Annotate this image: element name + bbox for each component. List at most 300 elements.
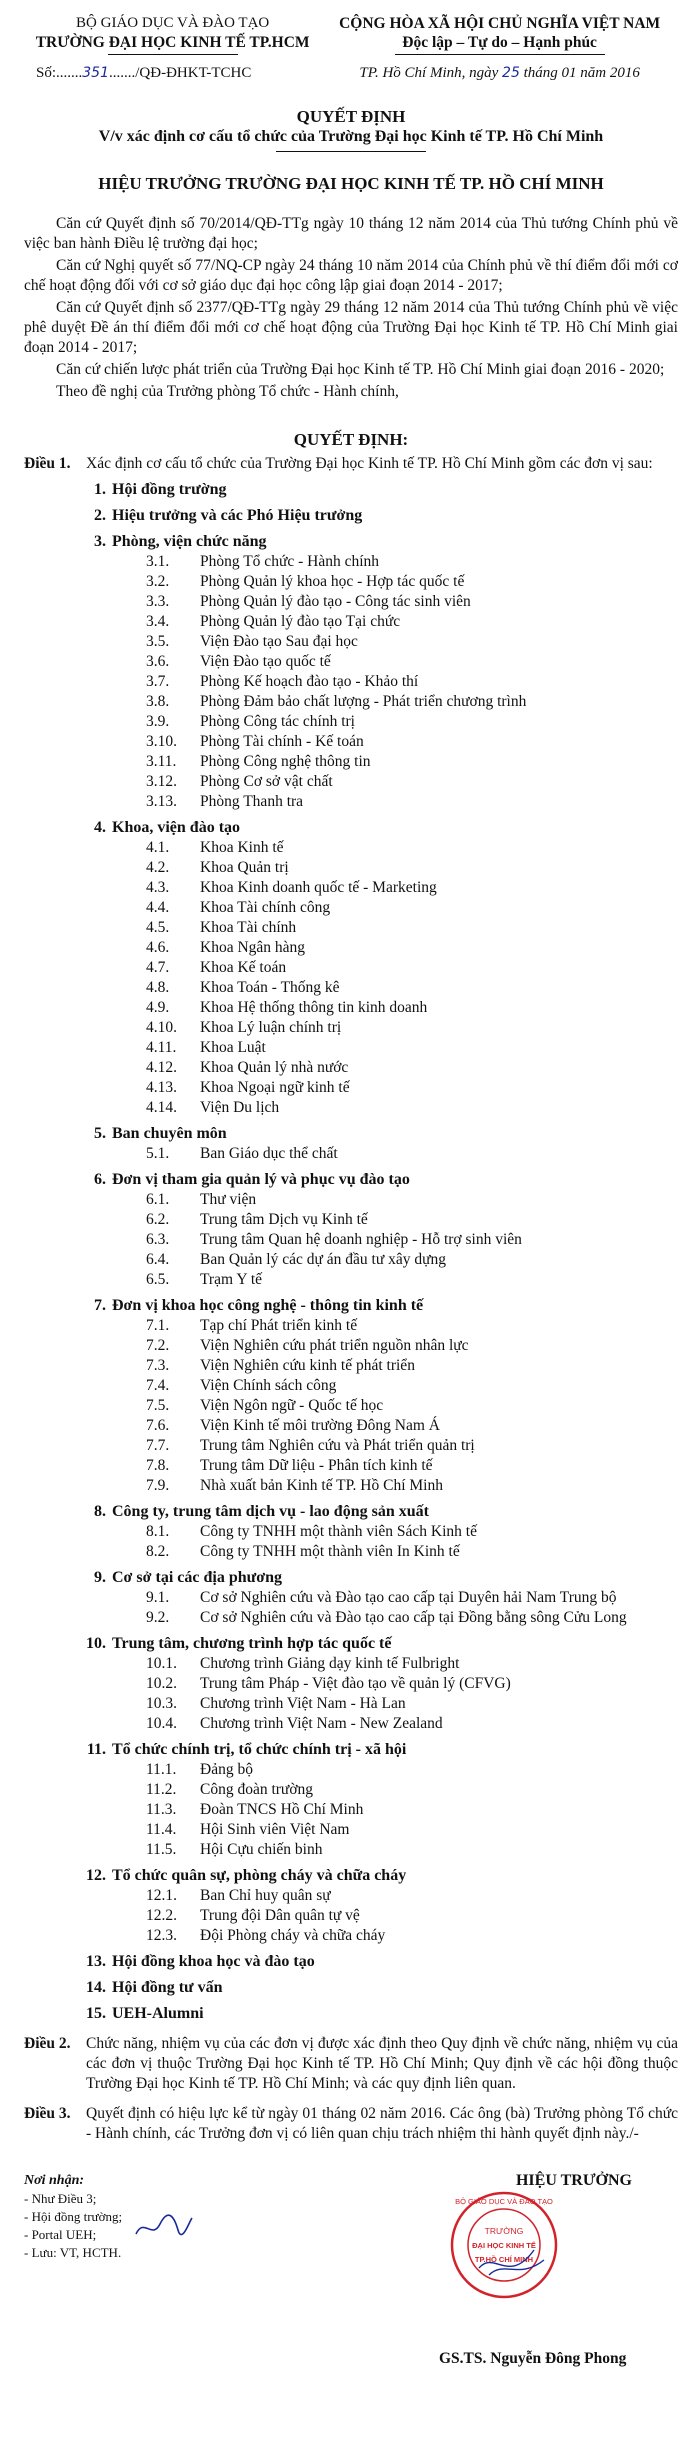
unit-item [146, 1144, 678, 1164]
signature-area [24, 2172, 678, 2372]
unit-item-label: Phòng Thanh tra [200, 793, 304, 810]
seal-ring-text: BỘ GIÁO DỤC VÀ ĐÀO TẠO [455, 2197, 553, 2206]
unit-item-label: Ban Giáo dục thể chất [200, 1145, 338, 1162]
unit-group [86, 1170, 678, 1290]
unit-item [146, 1098, 678, 1118]
seal-text-bottom: TP.HỒ CHÍ MINH [474, 2255, 534, 2264]
preamble-clause: Căn cứ Quyết định số 2377/QĐ-TTg ngày 29 tháng 12 năm 2014 của Thủ tướng Chính phủ về việc phê duyệt Đề án thí điểm đổi mới cơ chế hoạt động của Trường Đại học Kinh tế TP. Hồ Chí Minh giai đoạn 2014 - 2017; [24, 299, 678, 356]
article-text: Chức năng, nhiệm vụ của các đơn vị được xác định theo Quy định về chức năng, nhiệm vụ của các đơn vị thuộc Trường Đại học Kinh tế TP. Hồ Chí Minh; Quy định về các hội đồng thuộc Trường Đại học Kinh tế TP. Hồ Chí Minh; và các quy định liên quan. [86, 2035, 678, 2092]
unit-item-number: 12.3. [146, 1927, 177, 1944]
unit-item [146, 1674, 678, 1694]
date-suffix: tháng 01 năm 2016 [519, 65, 640, 81]
unit-item-number: 3.10. [146, 733, 177, 750]
unit-group-number: 2. [94, 507, 106, 524]
unit-item-number: 6.2. [146, 1211, 170, 1228]
unit-group-label: Khoa, viện đào tạo [112, 819, 241, 836]
recipients-block [24, 2172, 122, 2262]
unit-item-label: Trung tâm Dịch vụ Kinh tế [200, 1211, 368, 1228]
unit-item-number: 11.5. [146, 1841, 177, 1858]
unit-group [86, 1502, 678, 1562]
article-3 [24, 2104, 678, 2144]
unit-item [146, 1058, 678, 1078]
recipient-item: - Hội đồng trường; [24, 2209, 123, 2224]
date-day-handwritten: 25 [502, 65, 520, 81]
unit-group-number: 14. [86, 1979, 106, 1996]
unit-item-label: Phòng Quản lý đào tạo Tại chức [200, 613, 401, 630]
unit-group-label: Phòng, viện chức năng [112, 533, 267, 550]
unit-item-label: Chương trình Việt Nam - Hà Lan [200, 1695, 406, 1712]
unit-item-label: Trạm Y tế [200, 1271, 262, 1288]
unit-item-number: 10.4. [146, 1715, 177, 1732]
unit-group-number: 1. [94, 481, 106, 498]
unit-item [146, 1654, 678, 1674]
unit-group-title [86, 818, 678, 838]
unit-item [146, 1608, 678, 1628]
unit-item-label: Viện Nghiên cứu kinh tế phát triển [200, 1357, 415, 1374]
issuer-block [24, 14, 321, 82]
unit-group [86, 1124, 678, 1164]
unit-item-label: Khoa Kinh doanh quốc tế - Marketing [200, 879, 437, 896]
unit-item-label: Phòng Đảm bảo chất lượng - Phát triển chương trình [200, 693, 527, 710]
unit-item-label: Phòng Quản lý đào tạo - Công tác sinh viên [200, 593, 471, 610]
nation-motto: Độc lập – Tự do – Hạnh phúc [402, 34, 597, 51]
unit-item [146, 1542, 678, 1562]
unit-item-label: Đội Phòng cháy và chữa cháy [200, 1927, 386, 1944]
unit-item-number: 11.2. [146, 1781, 177, 1798]
unit-group-title [86, 1296, 678, 1316]
unit-item-number: 4.1. [146, 839, 170, 856]
initial-signature-icon [134, 2212, 194, 2242]
unit-item [146, 1800, 678, 1820]
recipient-item: - Portal UEH; [24, 2227, 97, 2242]
unit-groups [86, 480, 678, 2024]
unit-item [146, 1018, 678, 1038]
unit-item [146, 1780, 678, 1800]
unit-item [146, 1376, 678, 1396]
unit-item-number: 7.5. [146, 1397, 170, 1414]
unit-item [146, 978, 678, 998]
unit-item-label: Tạp chí Phát triển kinh tế [200, 1317, 358, 1334]
unit-group [86, 480, 678, 500]
unit-item-label: Phòng Tổ chức - Hành chính [200, 553, 380, 570]
document-header [24, 14, 678, 82]
unit-item-number: 7.3. [146, 1357, 170, 1374]
unit-group-title [86, 2004, 678, 2024]
unit-group-number: 13. [86, 1953, 106, 1970]
unit-item-label: Khoa Toán - Thống kê [200, 979, 340, 996]
unit-item-number: 5.1. [146, 1145, 170, 1162]
unit-group-number: 8. [94, 1503, 106, 1520]
unit-group-title [86, 1170, 678, 1190]
signer-role: HIỆU TRƯỞNG [515, 2172, 632, 2189]
unit-item-number: 3.6. [146, 653, 170, 670]
unit-item-label: Thư viện [200, 1191, 257, 1208]
unit-item [146, 918, 678, 938]
unit-item [146, 792, 678, 812]
unit-item [146, 1230, 678, 1250]
unit-item-number: 12.2. [146, 1907, 177, 1924]
unit-item-label: Khoa Tài chính công [200, 899, 331, 916]
unit-list [146, 1886, 678, 1946]
unit-item-label: Phòng Cơ sở vật chất [200, 773, 333, 790]
official-seal-icon [449, 2190, 559, 2300]
unit-item-number: 8.1. [146, 1523, 170, 1540]
unit-item-number: 7.7. [146, 1437, 170, 1454]
unit-item-label: Viện Du lịch [200, 1099, 280, 1116]
unit-group-title [86, 1634, 678, 1654]
unit-list [146, 1522, 678, 1562]
unit-group-title [86, 480, 678, 500]
number-dots-right: ....... [109, 65, 136, 81]
unit-item [146, 878, 678, 898]
unit-list [146, 552, 678, 812]
unit-group [86, 1866, 678, 1946]
unit-group-label: Đơn vị tham gia quản lý và phục vụ đào tạo [112, 1171, 410, 1188]
article-1 [24, 454, 678, 474]
unit-group [86, 1952, 678, 1972]
unit-item-number: 6.5. [146, 1271, 170, 1288]
unit-group-label: Cơ sở tại các địa phương [112, 1569, 282, 1586]
unit-item [146, 1714, 678, 1734]
unit-list [146, 1654, 678, 1734]
article-text: Quyết định có hiệu lực kể từ ngày 01 tháng 02 năm 2016. Các ông (bà) Trưởng phòng Tổ chức - Hành chính, các Trưởng đơn vị có liên quan chịu trách nhiệm thi hành quyết định này./- [86, 2105, 678, 2142]
unit-item-label: Chương trình Giảng dạy kinh tế Fulbright [200, 1655, 460, 1672]
unit-group-label: Hội đồng tư vấn [112, 1979, 223, 1996]
unit-item-label: Ban Chỉ huy quân sự [200, 1887, 331, 1904]
number-prefix: Số: [36, 65, 57, 81]
article-label: Điều 3. [24, 2105, 71, 2122]
unit-item-label: Trung tâm Nghiên cứu và Phát triển quản trị [200, 1437, 475, 1454]
unit-item-label: Phòng Quản lý khoa học - Hợp tác quốc tế [200, 573, 465, 590]
unit-item [146, 1760, 678, 1780]
unit-item-number: 12.1. [146, 1887, 177, 1904]
unit-item [146, 1396, 678, 1416]
unit-item [146, 958, 678, 978]
unit-item-label: Khoa Luật [200, 1039, 266, 1056]
unit-item [146, 552, 678, 572]
unit-item-number: 4.5. [146, 919, 170, 936]
unit-item [146, 672, 678, 692]
unit-item-label: Trung tâm Pháp - Việt đào tạo về quản lý (CFVG) [200, 1675, 511, 1692]
unit-item [146, 898, 678, 918]
recipients-title: Nơi nhận: [24, 2173, 85, 2188]
unit-item-label: Phòng Tài chính - Kế toán [200, 733, 364, 750]
unit-item-label: Khoa Kinh tế [200, 839, 284, 856]
unit-group-label: Hiệu trưởng và các Phó Hiệu trưởng [112, 507, 363, 524]
unit-group-number: 5. [94, 1125, 106, 1142]
unit-item [146, 1250, 678, 1270]
unit-item-number: 3.7. [146, 673, 170, 690]
unit-group-title [86, 1124, 678, 1144]
unit-item [146, 1926, 678, 1946]
university-name: TRƯỜNG ĐẠI HỌC KINH TẾ TP.HCM [35, 34, 310, 51]
issuing-authority: HIỆU TRƯỞNG TRƯỜNG ĐẠI HỌC KINH TẾ TP. HỒ CHÍ MINH [98, 174, 604, 193]
document-type: QUYẾT ĐỊNH [296, 107, 406, 126]
unit-item [146, 1476, 678, 1496]
unit-list [146, 1190, 678, 1290]
unit-list [146, 838, 678, 1118]
unit-item [146, 572, 678, 592]
unit-item [146, 592, 678, 612]
preamble-clause: Căn cứ Nghị quyết số 77/NQ-CP ngày 24 tháng 10 năm 2014 của Chính phủ về thí điểm đổi mới cơ chế hoạt động đối với cơ sở giáo dục đại học công lập giai đoạn 2014 - 2017; [24, 257, 678, 294]
unit-group-label: Hội đồng trường [112, 481, 227, 498]
unit-item-number: 3.8. [146, 693, 170, 710]
unit-item [146, 938, 678, 958]
unit-item [146, 1190, 678, 1210]
unit-item [146, 1356, 678, 1376]
unit-item-label: Công đoàn trường [200, 1781, 314, 1798]
unit-item-label: Ban Quản lý các dự án đầu tư xây dựng [200, 1251, 447, 1268]
unit-group-label: Tổ chức quân sự, phòng cháy và chữa cháy [112, 1867, 407, 1884]
unit-item-number: 11.1. [146, 1761, 177, 1778]
motto-underline [395, 54, 605, 55]
unit-item-number: 7.9. [146, 1477, 170, 1494]
unit-item [146, 1522, 678, 1542]
title-block [24, 106, 678, 152]
unit-item-number: 3.9. [146, 713, 170, 730]
unit-item-number: 3.3. [146, 593, 170, 610]
unit-group [86, 1740, 678, 1860]
article-label: Điều 2. [24, 2035, 71, 2052]
nation-name: CỘNG HÒA XÃ HỘI CHỦ NGHĨA VIỆT NAM [339, 15, 661, 32]
unit-item-label: Viện Chính sách công [200, 1377, 337, 1394]
unit-item-label: Trung tâm Dữ liệu - Phân tích kinh tế [200, 1457, 433, 1474]
unit-item-number: 9.1. [146, 1589, 170, 1606]
unit-item-number: 11.3. [146, 1801, 177, 1818]
unit-item-label: Phòng Công nghệ thông tin [200, 753, 371, 770]
unit-item [146, 772, 678, 792]
unit-group-label: Trung tâm, chương trình hợp tác quốc tế [112, 1635, 392, 1652]
unit-group-label: Ban chuyên môn [112, 1125, 227, 1142]
decision-heading: QUYẾT ĐỊNH: [293, 430, 409, 449]
unit-item-number: 11.4. [146, 1821, 177, 1838]
unit-item-label: Phòng Kế hoạch đào tạo - Khảo thí [200, 673, 419, 690]
unit-group-title [86, 1740, 678, 1760]
article-2 [24, 2034, 678, 2094]
seal-text-mid: ĐẠI HỌC KINH TẾ [472, 2241, 536, 2250]
unit-group-title [86, 1502, 678, 1522]
unit-item [146, 632, 678, 652]
unit-group [86, 1634, 678, 1734]
nation-block [321, 14, 678, 82]
unit-item-label: Công ty TNHH một thành viên In Kinh tế [200, 1543, 460, 1560]
unit-item [146, 1436, 678, 1456]
unit-list [146, 1316, 678, 1496]
unit-item [146, 1416, 678, 1436]
unit-item [146, 1038, 678, 1058]
unit-item-number: 3.5. [146, 633, 170, 650]
unit-group [86, 532, 678, 812]
unit-item [146, 998, 678, 1018]
unit-group [86, 506, 678, 526]
unit-group-number: 15. [86, 2005, 106, 2022]
unit-item [146, 1840, 678, 1860]
unit-item-label: Viện Nghiên cứu phát triển nguồn nhân lực [200, 1337, 469, 1354]
document-number [24, 65, 321, 82]
unit-item-number: 7.6. [146, 1417, 170, 1434]
unit-item-label: Trung đội Dân quân tự vệ [200, 1907, 360, 1924]
number-suffix: /QĐ-ĐHKT-TCHC [135, 65, 252, 81]
unit-item [146, 1456, 678, 1476]
unit-item [146, 858, 678, 878]
unit-item-number: 4.10. [146, 1019, 177, 1036]
unit-item-label: Khoa Kế toán [200, 959, 287, 976]
recipient-item: - Như Điều 3; [24, 2191, 97, 2206]
unit-group-number: 4. [94, 819, 106, 836]
unit-item-number: 7.2. [146, 1337, 170, 1354]
unit-item-number: 7.1. [146, 1317, 170, 1334]
unit-item [146, 1886, 678, 1906]
unit-item [146, 1820, 678, 1840]
unit-item-label: Khoa Lý luận chính trị [200, 1019, 342, 1036]
unit-item-label: Viện Kinh tế môi trường Đông Nam Á [200, 1417, 440, 1434]
unit-item [146, 732, 678, 752]
recipient-item: - Lưu: VT, HCTH. [24, 2245, 122, 2260]
unit-item-label: Cơ sở Nghiên cứu và Đào tạo cao cấp tại Duyên hải Nam Trung bộ [200, 1589, 617, 1606]
unit-group-number: 6. [94, 1171, 106, 1188]
unit-item-number: 7.4. [146, 1377, 170, 1394]
unit-item [146, 1078, 678, 1098]
document-subject: V/v xác định cơ cấu tổ chức của Trường Đại học Kinh tế TP. Hồ Chí Minh [98, 128, 604, 145]
unit-item-number: 4.7. [146, 959, 170, 976]
unit-list [146, 1144, 678, 1164]
unit-group-title [86, 1978, 678, 1998]
unit-group-title [86, 506, 678, 526]
unit-item-number: 4.8. [146, 979, 170, 996]
unit-item-label: Phòng Công tác chính trị [200, 713, 355, 730]
unit-item [146, 1336, 678, 1356]
unit-item-label: Hội Cựu chiến binh [200, 1841, 323, 1858]
signer-name: GS.TS. Nguyễn Đông Phong [439, 2350, 627, 2367]
unit-group-number: 9. [94, 1569, 106, 1586]
unit-item-number: 4.13. [146, 1079, 177, 1096]
place-date [321, 65, 678, 82]
unit-group-number: 11. [86, 1741, 106, 1758]
unit-group [86, 818, 678, 1118]
unit-group-title [86, 1568, 678, 1588]
ministry-name: BỘ GIÁO DỤC VÀ ĐÀO TẠO [76, 15, 270, 31]
unit-list [146, 1760, 678, 1860]
article-label: Điều 1. [24, 455, 71, 472]
preamble-clause: Căn cứ chiến lược phát triển của Trường Đại học Kinh tế TP. Hồ Chí Minh giai đoạn 2016 - 2020; [56, 361, 665, 378]
issuer-underline [108, 54, 238, 55]
unit-item-number: 4.12. [146, 1059, 177, 1076]
unit-item [146, 692, 678, 712]
unit-item-number: 4.6. [146, 939, 170, 956]
unit-group-number: 10. [86, 1635, 106, 1652]
number-handwritten: 351 [82, 65, 109, 81]
subject-underline [276, 151, 426, 152]
unit-item-number: 3.2. [146, 573, 170, 590]
unit-item-number: 3.4. [146, 613, 170, 630]
unit-item [146, 1316, 678, 1336]
unit-item-number: 4.4. [146, 899, 170, 916]
unit-item-label: Khoa Tài chính [200, 919, 297, 936]
unit-item-number: 3.12. [146, 773, 177, 790]
unit-item-label: Đoàn TNCS Hồ Chí Minh [200, 1801, 364, 1818]
unit-item-number: 6.1. [146, 1191, 170, 1208]
unit-item-number: 9.2. [146, 1609, 170, 1626]
signature-block [409, 2172, 679, 2367]
unit-item-label: Đảng bộ [200, 1761, 253, 1778]
unit-item [146, 752, 678, 772]
preamble-clause: Theo đề nghị của Trưởng phòng Tổ chức - Hành chính, [56, 383, 399, 400]
unit-item [146, 1694, 678, 1714]
unit-group-label: Hội đồng khoa học và đào tạo [112, 1953, 315, 1970]
unit-item-label: Viện Đào tạo quốc tế [200, 653, 331, 670]
unit-group-number: 7. [94, 1297, 106, 1314]
unit-item-number: 4.2. [146, 859, 170, 876]
unit-item-label: Viện Ngôn ngữ - Quốc tế học [200, 1397, 384, 1414]
unit-item-label: Công ty TNHH một thành viên Sách Kinh tế [200, 1523, 477, 1540]
unit-item [146, 1588, 678, 1608]
unit-item-number: 4.3. [146, 879, 170, 896]
unit-item-number: 8.2. [146, 1543, 170, 1560]
unit-item-label: Viện Đào tạo Sau đại học [200, 633, 358, 650]
unit-item-number: 10.1. [146, 1655, 177, 1672]
unit-group [86, 1296, 678, 1496]
unit-group [86, 1978, 678, 1998]
unit-item-label: Khoa Hệ thống thông tin kinh doanh [200, 999, 428, 1016]
unit-item-number: 10.2. [146, 1675, 177, 1692]
unit-group [86, 1568, 678, 1628]
unit-item-label: Trung tâm Quan hệ doanh nghiệp - Hỗ trợ sinh viên [200, 1231, 522, 1248]
preamble [24, 214, 678, 402]
unit-item-number: 3.1. [146, 553, 170, 570]
unit-item-label: Chương trình Việt Nam - New Zealand [200, 1715, 443, 1732]
unit-item-label: Hội Sinh viên Việt Nam [200, 1821, 350, 1838]
date-prefix: TP. Hồ Chí Minh, ngày [359, 65, 503, 81]
unit-item-number: 3.11. [146, 753, 177, 770]
seal-text-top: TRƯỜNG [484, 2226, 524, 2236]
unit-group-title [86, 532, 678, 552]
number-dots-left: ....... [56, 65, 83, 81]
unit-item-label: Khoa Quản lý nhà nước [200, 1059, 349, 1076]
unit-item [146, 1210, 678, 1230]
unit-item-number: 4.11. [146, 1039, 177, 1056]
unit-group-label: Đơn vị khoa học công nghệ - thông tin kinh tế [112, 1297, 424, 1314]
unit-item-number: 4.14. [146, 1099, 177, 1116]
unit-list [146, 1588, 678, 1628]
preamble-clause: Căn cứ Quyết định số 70/2014/QĐ-TTg ngày 10 tháng 12 năm 2014 của Thủ tướng Chính phủ về việc ban hành Điều lệ trường đại học; [24, 215, 678, 252]
unit-item [146, 1906, 678, 1926]
unit-group-title [86, 1952, 678, 1972]
unit-item-label: Nhà xuất bản Kinh tế TP. Hồ Chí Minh [200, 1477, 443, 1494]
unit-group-label: Công ty, trung tâm dịch vụ - lao động sản xuất [112, 1503, 429, 1520]
unit-item-label: Khoa Ngân hàng [200, 939, 306, 956]
unit-group-label: UEH-Alumni [112, 2005, 204, 2022]
unit-group [86, 2004, 678, 2024]
unit-group-label: Tổ chức chính trị, tổ chức chính trị - xã hội [112, 1741, 407, 1758]
unit-item-number: 10.3. [146, 1695, 177, 1712]
unit-item [146, 612, 678, 632]
unit-item [146, 1270, 678, 1290]
unit-group-title [86, 1866, 678, 1886]
unit-item-number: 4.9. [146, 999, 170, 1016]
unit-item-label: Khoa Ngoại ngữ kinh tế [200, 1079, 350, 1096]
unit-item [146, 652, 678, 672]
unit-item-label: Cơ sở Nghiên cứu và Đào tạo cao cấp tại Đồng bằng sông Cửu Long [200, 1609, 627, 1626]
unit-item-number: 6.4. [146, 1251, 170, 1268]
unit-item [146, 838, 678, 858]
article-text: Xác định cơ cấu tổ chức của Trường Đại học Kinh tế TP. Hồ Chí Minh gồm các đơn vị sau: [86, 455, 653, 472]
unit-item-number: 6.3. [146, 1231, 170, 1248]
unit-item [146, 712, 678, 732]
unit-item-number: 7.8. [146, 1457, 170, 1474]
unit-item-number: 3.13. [146, 793, 177, 810]
unit-item-label: Khoa Quản trị [200, 859, 289, 876]
unit-group-number: 3. [94, 533, 106, 550]
